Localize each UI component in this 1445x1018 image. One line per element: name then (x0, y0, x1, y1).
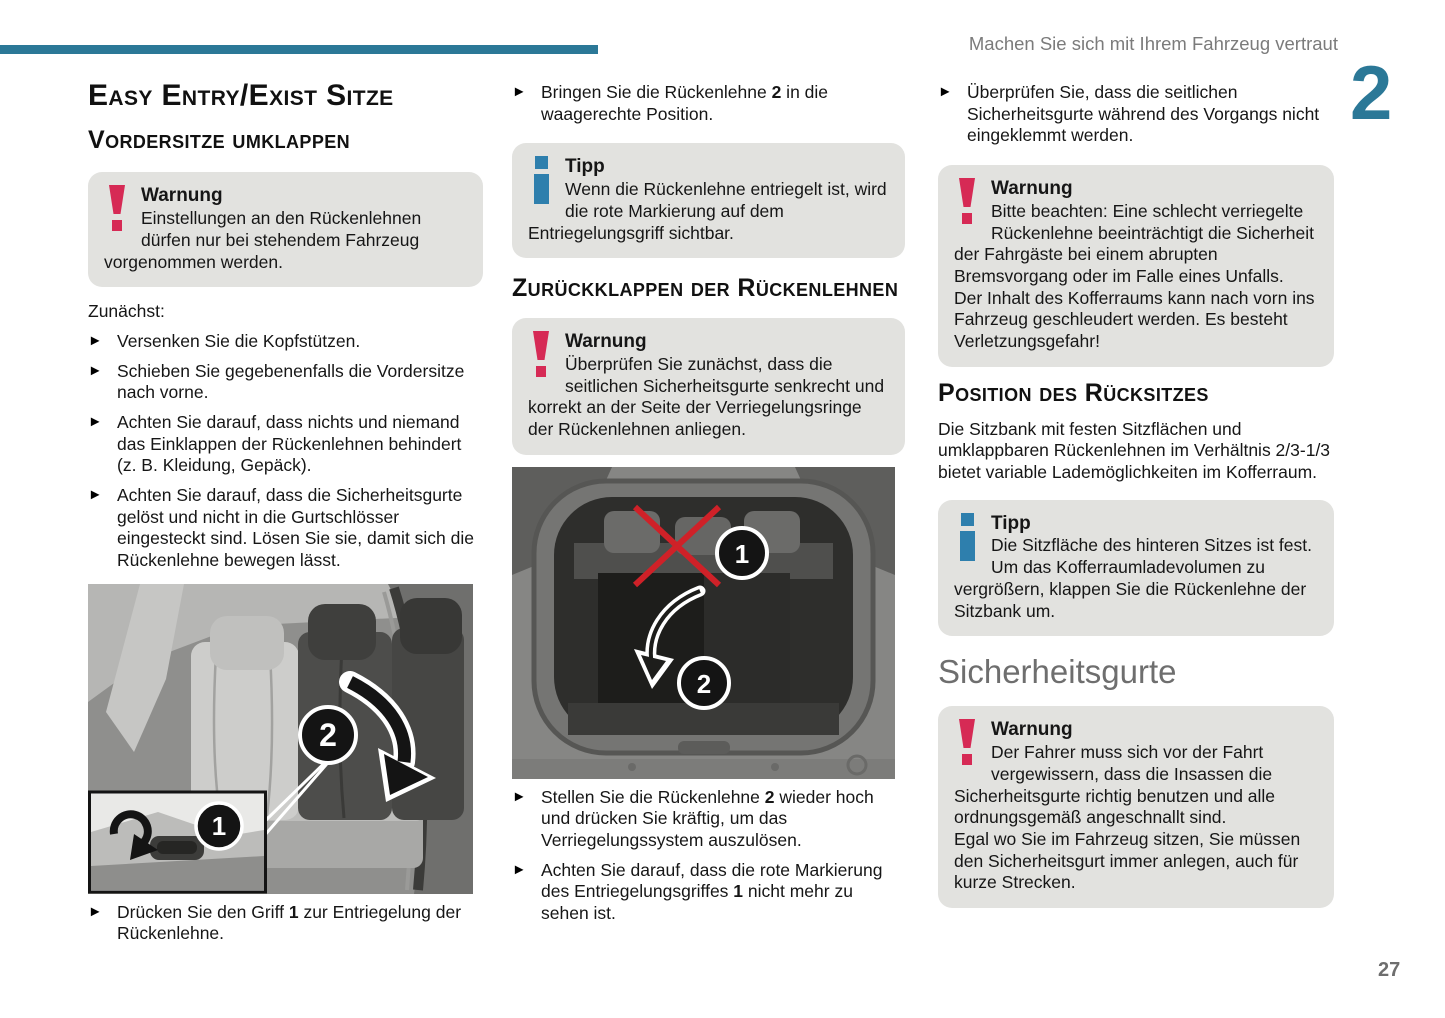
instruction-item (938, 82, 1334, 147)
warning-text: Bitte beachten: Eine schlecht verriegelte Rückenlehne beeinträchtigt die Sicherheit der Fahrgäste bei einem abrupten Bremsvorgang oder im Falle eines Unfalls. Der Inhalt des Kofferraums kann nach vorn ins Fahrzeug geschleudert werden. Es besteht Verletzungsgefahr! (954, 200, 1315, 351)
bullet-arrow-icon: ► (512, 84, 527, 100)
tip-box (938, 500, 1334, 637)
tip-box (512, 143, 905, 258)
running-header: Machen Sie sich mit Ihrem Fahrzeug vertraut (968, 33, 1338, 54)
tip-text: Wenn die Rückenlehne entriegelt ist, wird die rote Markierung auf dem Entriegelungsgriff sichtbar. (528, 179, 887, 243)
column-right (938, 80, 1334, 908)
column-left (88, 80, 483, 945)
tip-title: Tipp (991, 512, 1031, 534)
bullet-arrow-icon: ► (512, 861, 527, 878)
svg-text:1: 1 (211, 810, 227, 841)
bullet-arrow-icon: ► (88, 903, 103, 920)
chapter-number: 2 (1350, 51, 1393, 136)
instruction-text: Bringen Sie die Rückenlehne 2 in die waagerechte Position. (541, 82, 829, 124)
bullet-arrow-icon: ► (512, 788, 527, 805)
instruction-list (512, 787, 905, 925)
svg-text:2: 2 (319, 716, 337, 753)
warning-box (938, 706, 1334, 908)
svg-text:2: 2 (696, 668, 712, 699)
warning-text: Einstellungen an den Rückenlehnen dürfen nur bei stehendem Fahrzeug vorgenommen werden. (104, 208, 422, 272)
bullet-arrow-icon: ► (88, 332, 103, 349)
warning-box (938, 165, 1334, 367)
bullet-arrow-icon: ► (88, 487, 103, 504)
bullet-arrow-icon: ► (88, 413, 103, 430)
column-middle (512, 80, 905, 925)
tip-text: Die Sitzfläche des hinteren Sitzes ist fest. Um das Kofferraumladevolumen zu vergrößern, klappen Sie die Rückenlehne der Sitzbank um. (954, 535, 1312, 621)
warning-box (512, 318, 905, 455)
body-paragraph: Die Sitzbank mit festen Sitzflächen und umklappbaren Rückenlehnen im Verhältnis 2/3-1/3 bietet variable Lademöglichkeiten im Kofferraum. (938, 418, 1331, 482)
handle-inset (90, 792, 266, 892)
subsection-title: Position des Rücksitzes (938, 378, 1209, 407)
warning-text: Überprüfen Sie zunächst, dass die seitlichen Sicherheitsgurte senkrecht und korrekt an der Seite der Verriegelungsringe der Rückenlehnen anliegen. (528, 353, 885, 439)
instruction-list (88, 331, 483, 572)
warning-icon (956, 178, 978, 226)
bullet-arrow-icon: ► (938, 84, 953, 100)
instruction-text: Achten Sie darauf, dass die Sicherheitsgurte gelöst und nicht in die Gurtschlösser eingesteckt sind. Lösen Sie sie, damit sich die Rückenlehne bewegen lässt. (117, 485, 474, 571)
bullet-arrow-icon: ► (88, 362, 103, 379)
callout-1-badge (717, 528, 767, 578)
instruction-text: Stellen Sie die Rückenlehne 2 wieder hoch und drücken Sie kräftig, um das Verriegelungssystem auszulösen. (541, 786, 874, 851)
warning-title: Warnung (991, 719, 1073, 741)
warning-box (88, 172, 483, 287)
page-number: 27 (1378, 959, 1401, 981)
warning-icon (956, 719, 978, 767)
subsection-title: Zurückklappen der Rückenlehnen (512, 274, 899, 303)
instruction-item (88, 331, 483, 353)
section-heading: Sicherheitsgurte (938, 653, 1177, 691)
tip-title: Tipp (565, 156, 605, 178)
instruction-item (512, 860, 905, 925)
section-title: Easy Entry/Exist Sitze (88, 79, 394, 112)
info-icon (956, 513, 978, 561)
callout-2-badge (300, 707, 356, 763)
instruction-text: Versenken Sie die Kopfstützen. (117, 330, 361, 351)
instruction-text: Überprüfen Sie, dass die seitlichen Sicherheitsgurte während des Vorgangs nicht eingeklemmt werden. (967, 82, 1320, 146)
instruction-item (512, 82, 905, 125)
warning-icon (530, 331, 552, 379)
svg-text:1: 1 (734, 538, 750, 569)
instruction-text: Achten Sie darauf, dass nichts und niemand das Einklappen der Rückenlehnen behindert (z. B. Kleidung, Gepäck). (117, 411, 462, 476)
trunk-folding-figure (512, 467, 905, 779)
warning-text: Der Fahrer muss sich vor der Fahrt vergewissern, dass die Insassen die Sicherheitsgurte richtig benutzen und alle ordnungsgemäß angeschnallt sind. Egal wo Sie im Fahrzeug sitzen, Sie müssen den Sicherheitsgurt immer anlegen, auch für kurze Strecken. (954, 742, 1301, 893)
instruction-item (88, 902, 483, 945)
info-icon (530, 156, 552, 204)
instruction-item (88, 485, 483, 572)
subsection-title: Vordersitze umklappen (88, 126, 351, 155)
callout-1-badge (196, 803, 242, 849)
instruction-item (88, 412, 483, 477)
warning-title: Warnung (991, 178, 1073, 200)
instruction-item (88, 361, 483, 404)
instruction-text: Drücken Sie den Griff 1 zur Entriegelung der Rückenlehne. (117, 901, 462, 944)
instruction-text: Achten Sie darauf, dass die rote Markierung des Entriegelungsgriffes 1 nicht mehr zu sehen ist. (541, 859, 883, 924)
warning-title: Warnung (565, 331, 647, 353)
seat-folding-figure (88, 584, 483, 894)
callout-2-badge (679, 658, 729, 708)
accent-top-bar (0, 45, 598, 54)
instruction-item (512, 787, 905, 852)
intro-text: Zunächst: (88, 301, 165, 322)
warning-title: Warnung (141, 185, 223, 207)
warning-icon (106, 185, 128, 233)
instruction-text: Schieben Sie gegebenenfalls die Vordersitze nach vorne. (117, 360, 465, 403)
